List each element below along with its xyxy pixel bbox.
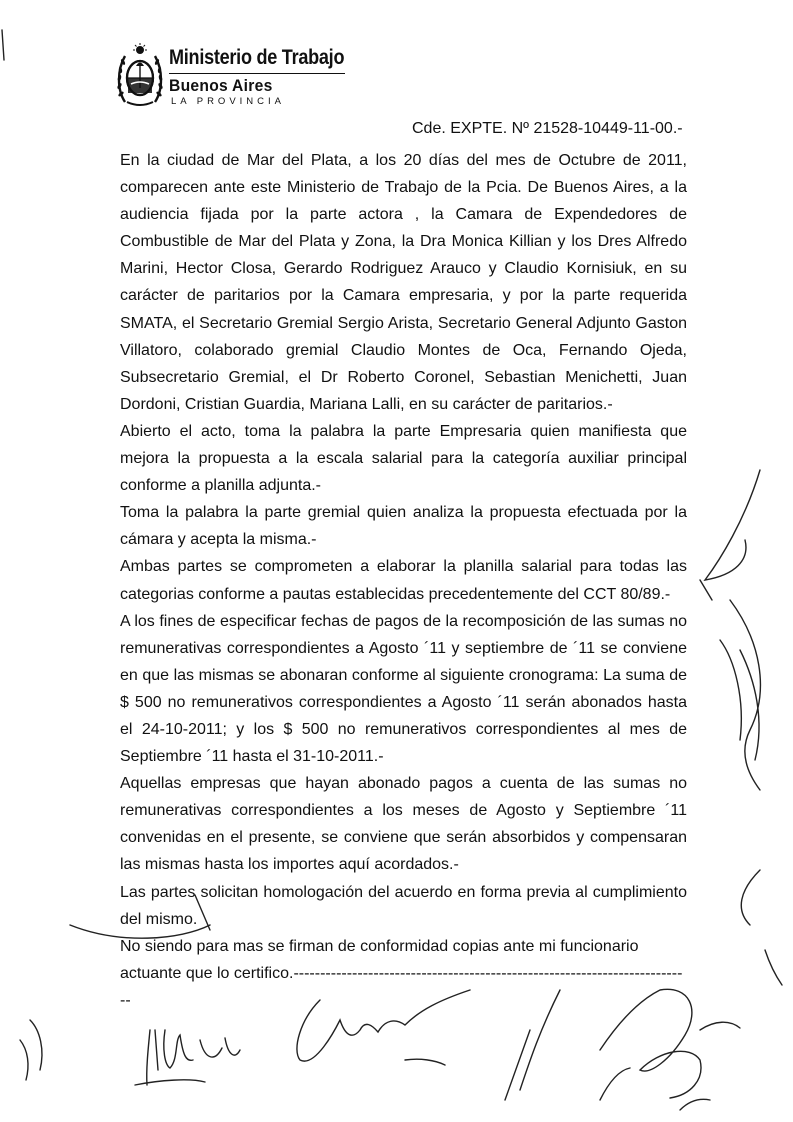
paragraph-union-acceptance: Toma la palabra la parte gremial quien analiza la propuesta efectuada por la cámara y acepta la misma.- xyxy=(120,504,687,549)
paragraph-advance-payments: Aquellas empresas que hayan abonado pagos a cuenta de las sumas no remunerativas correspondientes a los meses de Agosto y Septiembre ´11 convenidas en el presente, se conviene que serán absorbidos y compensaran las mismas hasta los importes aquí acordados.- xyxy=(120,775,687,874)
letterhead-rule xyxy=(169,73,345,74)
letterhead xyxy=(115,42,375,112)
case-number: Cde. EXPTE. Nº 21528-10449-11-00.- xyxy=(412,120,683,137)
paragraph-closing: No siendo para mas se firman de conformidad copias ante mi funcionario actuante que lo certifico.--------------------------------------------------------------------------- xyxy=(120,937,683,1009)
document-body xyxy=(120,147,687,1014)
paragraph-salary-scale: Ambas partes se comprometen a elaborar la planilla salarial para todas las categorias conforme a pautas establecidas precedentemente del CCT 80/89.- xyxy=(120,558,687,603)
ministry-name: Ministerio de Trabajo xyxy=(169,46,345,69)
paragraph-appearance: En la ciudad de Mar del Plata, a los 20 días del mes de Octubre de 2011, comparecen ante este Ministerio de Trabajo de la Pcia. De Buenos Aires, a la audiencia fijada por la parte actora , la Camara de Expendedores de Combustible de Mar del Plata y Zona, la Dra Monica Killian y los Dres Alfredo Marini, Hector Closa, Gerardo Rodriguez Arauco y Claudio Kornisiuk, en su carácter de paritarios por la Camara empresaria, y por la parte requerida SMATA, el Secretario Gremial Sergio Arista, Secretario General Adjunto Gaston Villatoro, colaborado gremial Claudio Montes de Oca, Fernando Ojeda, Subsecretario Gremial, el Dr Roberto Coronel, Sebastian Menichetti, Juan Dordoni, Cristian Guardia, Mariana Lalli, en su carácter de paritarios.- xyxy=(120,152,687,413)
province-subtitle: LA PROVINCIA xyxy=(171,96,285,107)
paragraph-homologation: Las partes solicitan homologación del acuerdo en forma previa al cumplimiento del mismo. xyxy=(120,883,687,928)
provincial-coat-of-arms-icon xyxy=(115,42,165,108)
paragraph-proposal: Abierto el acto, toma la palabra la parte Empresaria quien manifiesta que mejora la propuesta a la escala salarial para la categoría auxiliar principal conforme a planilla adjunta.- xyxy=(120,422,687,495)
province-name: Buenos Aires xyxy=(169,76,273,95)
paragraph-payment-schedule: A los fines de especificar fechas de pagos de la recomposición de las sumas no remunerativas correspondientes a Agosto ´11 y septiembre de ´11 se conviene en que las mismas se abonaran conforme al siguiente cronograma: La suma de $ 500 no remunerativos correspondientes a Agosto ´11 serán abonados hasta el 24-10-2011; y los $ 500 no remunerativos correspondientes al mes de Septiembre ´11 hasta el 31-10-2011.- xyxy=(120,612,687,766)
